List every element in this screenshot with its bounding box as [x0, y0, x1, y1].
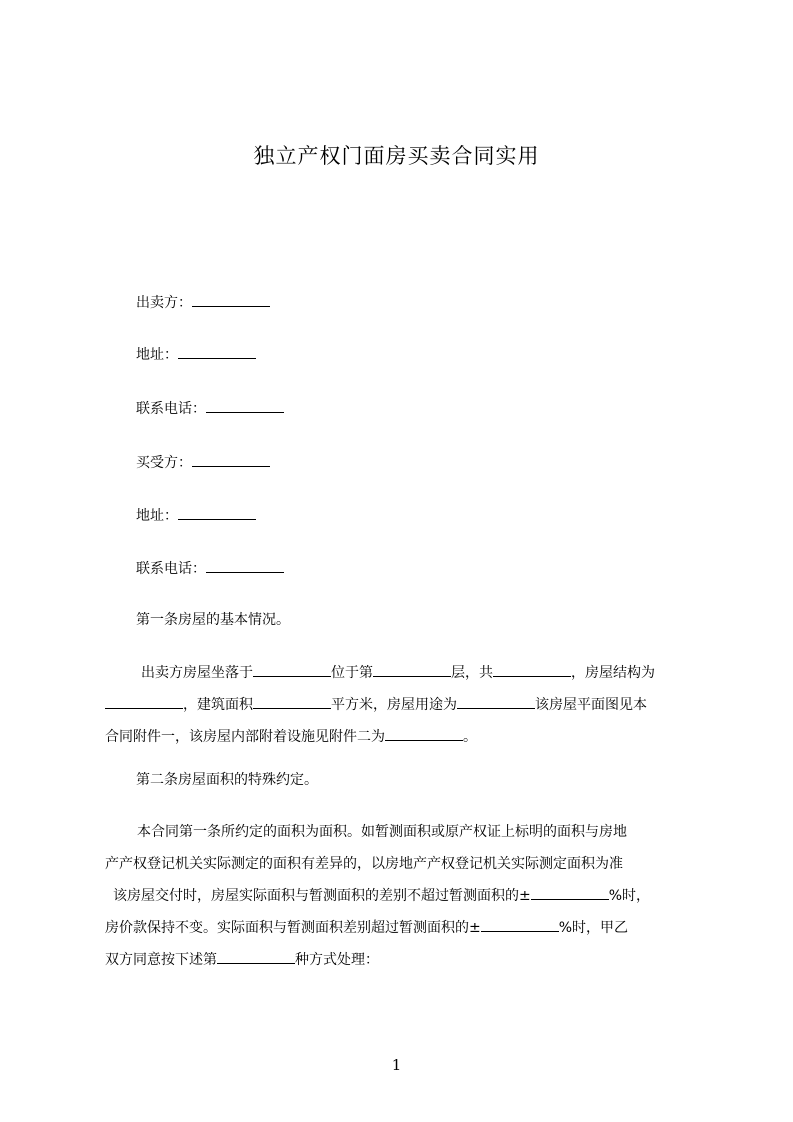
- article1-row3: [105, 721, 701, 753]
- buyer-label: 买受方：: [136, 455, 192, 471]
- article1-row1-text-c: 层，共: [451, 665, 493, 681]
- article2-row4: [105, 912, 701, 944]
- buyer-address-label: 地址：: [136, 508, 178, 524]
- location-blank: [253, 662, 331, 677]
- buyer-phone-line: [136, 558, 284, 579]
- article2-row5: [105, 944, 701, 976]
- buyer-address-blank: [178, 505, 256, 520]
- attachment-blank: [385, 726, 463, 741]
- article2-row3: [105, 880, 701, 912]
- article2-row4-text-a: 房价款保持不变。实际面积与暂测面积差别超过暂测面积的±: [105, 920, 481, 936]
- article2-row1: 本合同第一条所约定的面积为面积。如暂测面积或原产权证上标明的面积与房地: [137, 824, 627, 840]
- article2-row5-text-a: 双方同意按下述第: [105, 952, 217, 968]
- article1-row1: [105, 657, 701, 689]
- article2-row4-text-b: %时，甲乙: [558, 920, 629, 936]
- method-blank: [217, 949, 295, 964]
- article2-row3-text-a: 该房屋交付时，房屋实际面积与暂测面积的差别不超过暂测面积的±: [113, 888, 531, 904]
- article2-row2: 产产权登记机关实际测定的面积有差异的，以房地产产权登记机关实际测定面积为准: [105, 856, 623, 872]
- article2-heading: 第二条房屋面积的特殊约定。: [136, 772, 318, 788]
- seller-line: [136, 292, 270, 313]
- article1-row1-text-a: 出卖方房屋坐落于: [141, 665, 253, 681]
- seller-phone-label: 联系电话：: [136, 401, 206, 417]
- seller-phone-blank: [206, 398, 284, 413]
- seller-phone-line: [136, 398, 284, 419]
- seller-blank: [192, 292, 270, 307]
- structure-blank: [105, 694, 183, 709]
- page-number: 1: [391, 1056, 402, 1074]
- article2-row5-text-b: 种方式处理：: [295, 952, 379, 968]
- buyer-line: [136, 452, 270, 473]
- article1-row2-text-c: 该房屋平面图见本: [535, 697, 647, 713]
- article1-row3-text-a: 合同附件一，该房屋内部附着设施见附件二为: [105, 729, 385, 745]
- article1-paragraph: [105, 657, 701, 753]
- document-title: 独立产权门面房买卖合同实用: [253, 144, 540, 168]
- article1-row1-text-d: ，房屋结构为: [571, 665, 655, 681]
- seller-address-blank: [178, 344, 256, 359]
- article1-row2: [105, 689, 701, 721]
- seller-address-label: 地址：: [136, 347, 178, 363]
- buyer-blank: [192, 452, 270, 467]
- article2-row3-text-b: %时，: [608, 888, 651, 904]
- article2-paragraph: [105, 816, 701, 976]
- article1-heading: 第一条房屋的基本情况。: [136, 612, 290, 628]
- buyer-phone-blank: [206, 558, 284, 573]
- article1-row2-text-b: 平方米，房屋用途为: [331, 697, 457, 713]
- seller-address-line: [136, 344, 256, 365]
- tolerance-blank-2: [481, 917, 559, 932]
- buyer-phone-label: 联系电话：: [136, 561, 206, 577]
- area-blank: [253, 694, 331, 709]
- article1-row3-text-b: 。: [463, 729, 477, 745]
- tolerance-blank-1: [531, 885, 609, 900]
- floor-blank: [373, 662, 451, 677]
- total-floors-blank: [493, 662, 571, 677]
- article1-row2-text-a: ，建筑面积: [183, 697, 253, 713]
- usage-blank: [457, 694, 535, 709]
- article1-row1-text-b: 位于第: [331, 665, 373, 681]
- buyer-address-line: [136, 505, 256, 526]
- seller-label: 出卖方：: [136, 295, 192, 311]
